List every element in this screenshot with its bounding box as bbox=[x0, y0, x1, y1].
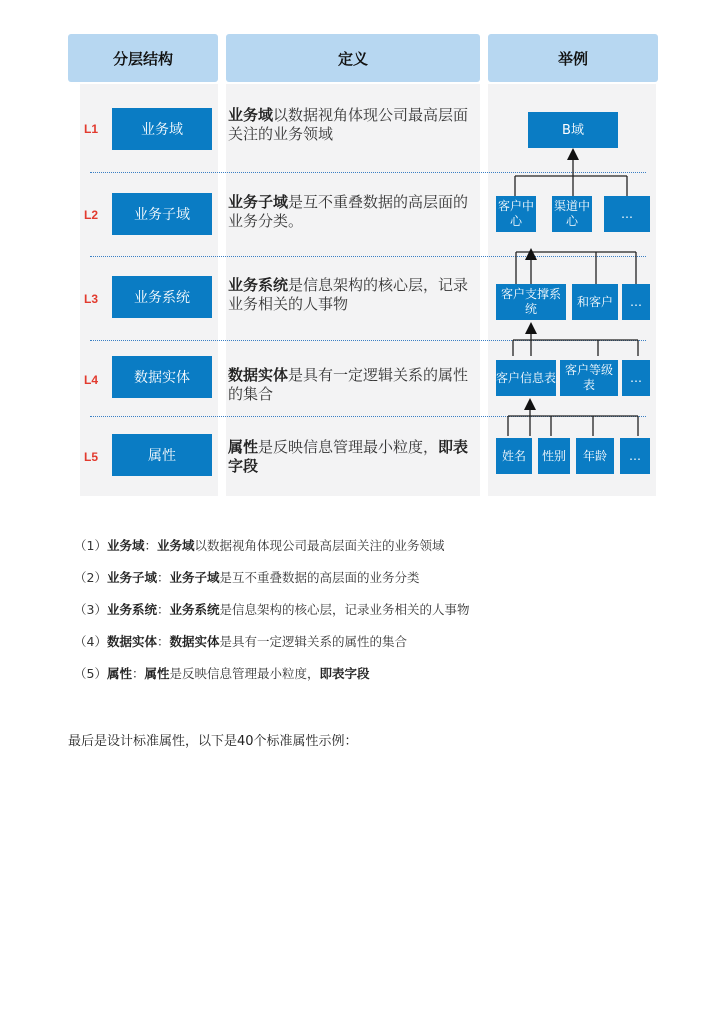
layer-box-l1: 业务域 bbox=[112, 108, 212, 150]
layer-structure-figure bbox=[68, 34, 658, 496]
definition-term: 业务系统 bbox=[228, 276, 289, 294]
list-item: （2）业务子域：业务子域是互不重叠数据的高层面的业务分类 bbox=[74, 570, 420, 585]
example-l5-more: … bbox=[620, 438, 650, 474]
example-l3-he-customer: 和客户 bbox=[572, 284, 618, 320]
example-l5-age: 年龄 bbox=[576, 438, 614, 474]
example-l4-more: … bbox=[622, 360, 650, 396]
definition-emphasis: 即表字段 bbox=[228, 438, 469, 475]
definition-text: 是信息架构的核心层，记录业务相关的人事物 bbox=[228, 276, 469, 313]
list-item: （1）业务域：业务域以数据视角体现公司最高层面关注的业务领域 bbox=[74, 538, 445, 553]
definition-text: 是互不重叠数据的高层面的业务分类。 bbox=[228, 193, 469, 230]
divider bbox=[90, 340, 646, 341]
list-item: （5）属性：属性是反映信息管理最小粒度，即表字段 bbox=[74, 666, 370, 681]
definition-text: 以数据视角体现公司最高层面关注的业务领域 bbox=[228, 106, 469, 143]
level-code-l2: L2 bbox=[84, 208, 99, 222]
definition-l4 bbox=[228, 366, 476, 404]
definition-term: 属性 bbox=[228, 438, 259, 456]
closing-paragraph: 最后是设计标准属性，以下是40个标准属性示例： bbox=[68, 734, 358, 749]
example-l3-customer-support-system: 客户支撑系统 bbox=[496, 284, 566, 320]
list-item: （4）数据实体：数据实体是具有一定逻辑关系的属性的集合 bbox=[74, 634, 408, 649]
header-definition: 定义 bbox=[226, 34, 480, 82]
example-l4-customer-level-table: 客户等级表 bbox=[560, 360, 618, 396]
level-code-l3: L3 bbox=[84, 292, 99, 306]
header-example: 举例 bbox=[488, 34, 658, 82]
definition-term: 业务域 bbox=[228, 106, 274, 124]
example-l5-gender: 性别 bbox=[538, 438, 570, 474]
layer-box-l2: 业务子域 bbox=[112, 193, 212, 235]
example-l5-name: 姓名 bbox=[496, 438, 532, 474]
example-l2-channel-center: 渠道中心 bbox=[552, 196, 592, 232]
definition-term: 业务子域 bbox=[228, 193, 289, 211]
level-code-l1: L1 bbox=[84, 122, 99, 136]
example-l2-customer-center: 客户中心 bbox=[496, 196, 536, 232]
definition-l5 bbox=[228, 438, 476, 476]
example-l1-b-domain: B域 bbox=[528, 112, 618, 148]
definition-l1 bbox=[228, 106, 476, 144]
definition-l2 bbox=[228, 193, 476, 231]
divider bbox=[90, 172, 646, 173]
layer-box-l4: 数据实体 bbox=[112, 356, 212, 398]
list-item: （3）业务系统：业务系统是信息架构的核心层，记录业务相关的人事物 bbox=[74, 602, 470, 617]
definition-list bbox=[74, 538, 674, 698]
example-l2-more: … bbox=[604, 196, 650, 232]
divider bbox=[90, 256, 646, 257]
level-code-l5: L5 bbox=[84, 450, 99, 464]
definition-text: 是具有一定逻辑关系的属性的集合 bbox=[228, 366, 469, 403]
divider bbox=[90, 416, 646, 417]
example-l3-more: … bbox=[622, 284, 650, 320]
example-l4-customer-info-table: 客户信息表 bbox=[496, 360, 556, 396]
definition-term: 数据实体 bbox=[228, 366, 289, 384]
definition-l3 bbox=[228, 276, 476, 314]
definition-text: 是反映信息管理最小粒度， bbox=[258, 438, 439, 456]
level-code-l4: L4 bbox=[84, 373, 99, 387]
header-layer: 分层结构 bbox=[68, 34, 218, 82]
layer-box-l3: 业务系统 bbox=[112, 276, 212, 318]
layer-box-l5: 属性 bbox=[112, 434, 212, 476]
